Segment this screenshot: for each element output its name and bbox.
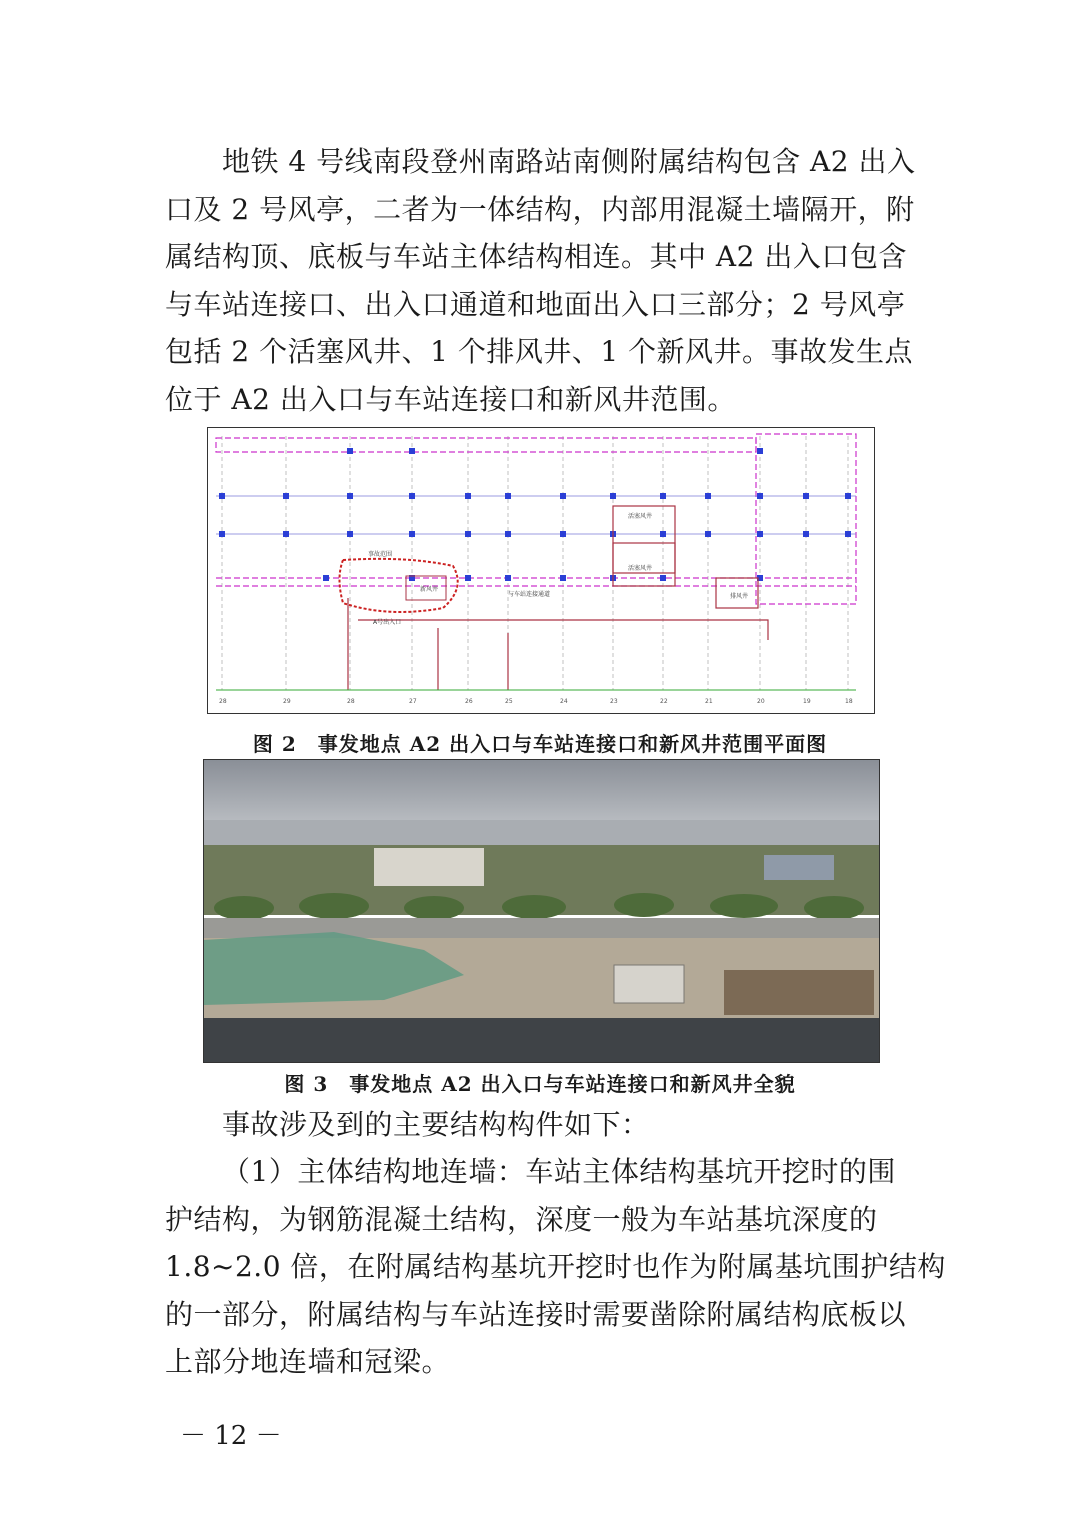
label-fresh-air-shaft: 新风井: [420, 586, 439, 593]
tree-row: [214, 893, 864, 920]
page-number: － 12 －: [180, 1421, 282, 1451]
body-line-2: （1）主体结构地连墙：车站主体结构基坑开挖时的围: [222, 1155, 896, 1188]
svg-text:23: 23: [610, 698, 618, 705]
intro-line-5: 包括 2 个活塞风井、1 个排风井、1 个新风井。事故发生点: [165, 335, 914, 368]
figure-3-site-photo: [203, 759, 880, 1063]
svg-text:24: 24: [560, 698, 568, 705]
shaft-structure: [614, 965, 684, 1003]
figure-3-caption: 图 3 事发地点 A2 出入口与车站连接口和新风井全貌: [284, 1072, 796, 1096]
svg-text:29: 29: [283, 698, 291, 705]
svg-text:28: 28: [219, 698, 227, 705]
body-line-1: 事故涉及到的主要结构构件如下：: [222, 1108, 650, 1141]
site-photo-svg: [204, 760, 879, 1062]
svg-text:27: 27: [409, 698, 417, 705]
svg-text:22: 22: [660, 698, 668, 705]
plan-drawing-svg: [208, 428, 874, 713]
svg-text:21: 21: [705, 698, 713, 705]
svg-text:20: 20: [757, 698, 765, 705]
excavation-pit: [724, 970, 874, 1015]
svg-text:19: 19: [803, 698, 811, 705]
svg-text:28: 28: [347, 698, 355, 705]
figure-2-plan-drawing: [207, 427, 875, 714]
label-station-link: 与车站连接通道: [508, 591, 551, 598]
body-line-3: 护结构，为钢筋混凝土结构，深度一般为车站基坑深度的: [165, 1203, 878, 1236]
body-line-6: 上部分地连墙和冠梁。: [165, 1345, 451, 1378]
svg-text:18: 18: [845, 698, 853, 705]
svg-text:26: 26: [465, 698, 473, 705]
figure-2-caption: 图 2 事发地点 A2 出入口与车站连接口和新风井范围平面图: [252, 732, 828, 756]
intro-line-4: 与车站连接口、出入口通道和地面出入口三部分；2 号风亭: [165, 288, 906, 321]
grid-lines: [222, 436, 848, 690]
label-a2-entrance: A号出入口: [373, 619, 402, 626]
intro-line-1: 地铁 4 号线南段登州南路站南侧附属结构包含 A2 出入: [222, 145, 916, 178]
body-line-4: 1.8~2.0 倍，在附属结构基坑开挖时也作为附属基坑围护结构: [165, 1250, 946, 1283]
axis-numbers: [219, 698, 853, 705]
foreground-railing: [204, 1018, 879, 1062]
label-accident-zone: 事故范围: [368, 551, 393, 558]
intro-line-2: 口及 2 号风亭，二者为一体结构，内部用混凝土墙隔开，附: [165, 193, 915, 226]
label-piston-shaft-2: 活塞风井: [628, 565, 653, 572]
svg-text:25: 25: [505, 698, 513, 705]
intro-line-6: 位于 A2 出入口与车站连接口和新风井范围。: [165, 383, 736, 416]
label-piston-shaft: 活塞风井: [628, 513, 653, 520]
intro-line-3: 属结构顶、底板与车站主体结构相连。其中 A2 出入口包含: [165, 240, 907, 273]
building: [374, 848, 484, 886]
body-line-5: 的一部分，附属结构与车站连接时需要凿除附属结构底板以: [165, 1298, 907, 1331]
label-exhaust-shaft: 排风井: [730, 593, 749, 600]
building-2: [764, 855, 834, 880]
